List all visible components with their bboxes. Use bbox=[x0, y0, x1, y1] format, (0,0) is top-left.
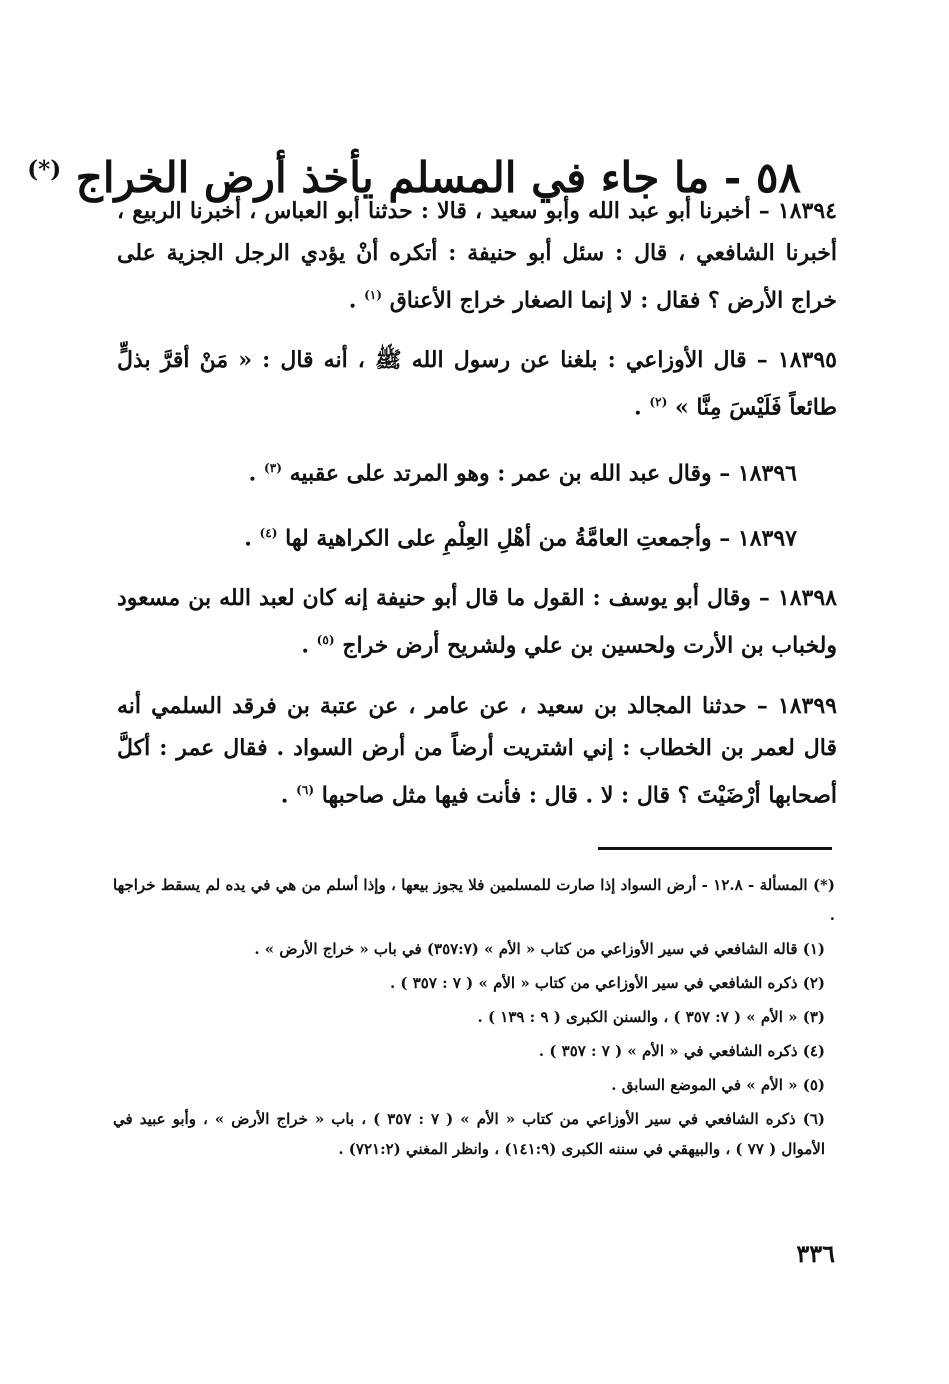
footnote-ref: (٤) bbox=[259, 525, 278, 540]
footnote-item: (٢) ذكره الشافعي في سير الأوزاعي من كتاب « الأم » ( ٧ : ٣٥٧ ) . bbox=[389, 974, 825, 992]
hadith-paragraph: ١٨٣٩٩ – حدثنا المجالد بن سعيد ، عن عامر ، عن عتبة بن فرقد السلمي أنه قال لعمر بن الخطاب : إني اشتريت أرضاً من أرض السواد . فقال عمر : أكلَّ أصحابها أرْضَيْتَ ؟ قال : لا . قال : فأنت فيها مثل صاحبها $^{(٦)}$ . bbox=[117, 692, 837, 808]
sentence-end: . bbox=[248, 459, 257, 486]
hadith-text: قال الأوزاعي : بلغنا عن رسول الله ﷺ ، أنه قال : « مَنْ أقرَّ بذلٍّ طائعاً فَلَيْسَ مِنَّا » bbox=[117, 347, 837, 421]
hadith-number: ١٨٣٩٩ bbox=[777, 692, 837, 719]
footnote-ref: (١) bbox=[364, 288, 383, 302]
sentence-end: . bbox=[634, 394, 642, 421]
hadith-number: ١٨٣٩٧ bbox=[737, 525, 797, 552]
hadith-paragraph: ١٨٣٩٨ – وقال أبو يوسف : القول ما قال أبو حنيفة إنه كان لعبد الله بن مسعود ولخباب بن الأرت ولحسين بن علي ولشريح أرض خراج $^{(٥)}$ . bbox=[117, 585, 837, 659]
chapter-footnote-marker: (*) bbox=[27, 156, 62, 184]
hadith-text: أخبرنا أبو عبد الله وأبو سعيد ، قالا : حدثنا أبو العباس ، أخبرنا الربيع ، أخبرنا الشافعي ، قال : سئل أبو حنيفة : أتكره أنْ يؤدي الرجل الجزية على خراج الأرض ؟ فقال : لا إنما الصغار خراج الأعناق bbox=[117, 198, 837, 314]
footnote-item: (٥) « الأم » في الموضع السابق . bbox=[611, 1076, 825, 1094]
sentence-end: . bbox=[244, 525, 252, 552]
hadith-text: وقال أبو يوسف : القول ما قال أبو حنيفة إنه كان لعبد الله بن مسعود ولخباب بن الأرت ولحسين بن علي ولشريح أرض خراج bbox=[117, 585, 837, 659]
hadith-number: ١٨٣٩٥ bbox=[777, 347, 837, 374]
hadith-paragraph: ١٨٣٩٤ – أخبرنا أبو عبد الله وأبو سعيد ، قالا : حدثنا أبو العباس ، أخبرنا الربيع ، أخبرنا الشافعي ، قال : سئل أبو حنيفة : أتكره أنْ يؤدي الرجل الجزية على خراج الأرض ؟ فقال : لا إنما الصغار خراج الأعناق $^{(١)}$ . bbox=[117, 198, 837, 314]
footnote-divider bbox=[598, 847, 832, 850]
hadith-number: ١٨٣٩٨ bbox=[777, 585, 837, 612]
hadith-text: وقال عبد الله بن عمر : وهو المرتد على عقبيه bbox=[289, 459, 712, 486]
footnote-ref: (٣) bbox=[263, 460, 282, 475]
footnote-ref: (٥) bbox=[316, 633, 335, 648]
hadith-paragraph: ١٨٣٩٥ – قال الأوزاعي : بلغنا عن رسول الله ﷺ ، أنه قال : « مَنْ أقرَّ بذلٍّ طائعاً فَلَيْسَ مِنَّا » $^{(٢)}$ . bbox=[117, 347, 837, 421]
hadith-paragraph: ١٨٣٩٦ – وقال عبد الله بن عمر : وهو المرتد على عقبيه $^{(٣)}$ . bbox=[248, 459, 797, 486]
footnote-item: (٤) ذكره الشافعي في « الأم » ( ٧ : ٣٥٧ ) . bbox=[538, 1042, 825, 1060]
hadith-number: ١٨٣٩٦ bbox=[737, 459, 797, 486]
hadith-number: ١٨٣٩٤ bbox=[777, 198, 837, 224]
page-number: ٣٣٦ bbox=[796, 1239, 835, 1268]
footnote-ref: (٦) bbox=[296, 782, 315, 797]
footnotes-section bbox=[113, 870, 835, 1168]
chapter-title-text: ٥٨ - ما جاء في المسلم يأخذ أرض الخراج bbox=[75, 153, 801, 203]
hadith-text: حدثنا المجالد بن سعيد ، عن عامر ، عن عتبة بن فرقد السلمي أنه قال لعمر بن الخطاب : إني اشتريت أرضاً من أرض السواد . فقال عمر : أكلَّ أصحابها أرْضَيْتَ ؟ قال : لا . قال : فأنت فيها مثل صاحبها bbox=[117, 692, 837, 808]
footnote-item: (*) المسألة - ١٢.٨ - أرض السواد إذا صارت للمسلمين فلا يجوز بيعها ، وإذا أسلم من هي في يده لم يسقط خراجها . bbox=[113, 876, 835, 924]
hadith-paragraph: ١٨٣٩٧ – وأجمعتِ العامَّةُ من أهْلِ العِلْمِ على الكراهية لها $^{(٤)}$ . bbox=[244, 525, 797, 552]
footnote-item: (١) قاله الشافعي في سير الأوزاعي من كتاب « الأم » (٣٥٧:٧) في باب « خراج الأرض » . bbox=[254, 940, 825, 958]
sentence-end: . bbox=[348, 287, 357, 314]
footnote-item: (٦) ذكره الشافعي في سير الأوزاعي من كتاب « الأم » ( ٧ : ٣٥٧ ) ، باب « خراج الأرض » ، وأبو عبيد في الأموال ( ٧٧ ) ، والبيهقي في سننه الكبرى (١٤١:٩) ، وانظر المغني (٧٢١:٢) . bbox=[113, 1110, 825, 1158]
hadith-list bbox=[117, 190, 837, 834]
footnote-item: (٣) « الأم » ( ٧: ٣٥٧ ) ، والسنن الكبرى ( ٩ : ١٣٩ ) . bbox=[477, 1008, 825, 1026]
footnote-ref: (٢) bbox=[649, 395, 668, 410]
hadith-text: وأجمعتِ العامَّةُ من أهْلِ العِلْمِ على الكراهية لها bbox=[285, 525, 712, 552]
sentence-end: . bbox=[280, 781, 289, 808]
sentence-end: . bbox=[301, 632, 309, 659]
